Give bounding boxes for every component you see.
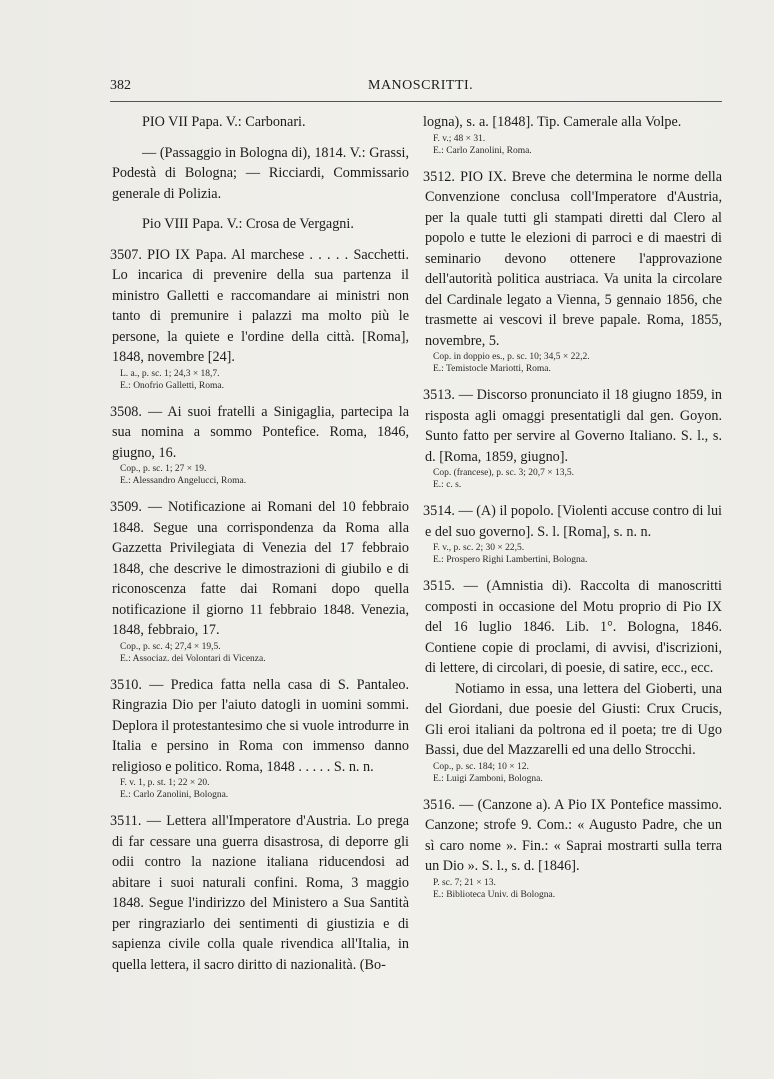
entry-note: F. v.; 48 × 31. [433,133,486,144]
entry-note: F. v., p. sc. 2; 30 × 22,5. [433,543,525,553]
entry-text: 3508. — Ai suoi fratelli a Sinigaglia, partecipa la sua nomina a sommo Pontefice. Roma, 1846, giugno, 16. [110,403,409,461]
entry-3508 [112,402,409,488]
entry-3515 [425,576,722,785]
entry-note: E.: Temistocle Mariotti, Roma. [433,364,551,374]
entry-3512 [425,167,722,376]
entry-3507 [112,245,409,392]
entry-3513 [425,385,722,491]
entry-passaggio: — (Passaggio in Bologna di), 1814. V.: Grassi, Podestà di Bologna; — Ricciardi, Commissario generale di Polizia. [112,144,409,202]
entry-note: E.: Prospero Righi Lambertini, Bologna. [433,555,588,565]
entry-text: 3507. PIO IX Papa. Al marchese . . . . . Sacchetti. Lo incarica di prevenire della sua partenza il ministro Galletti e raccomandare ai ministri non tanto di premunire i palazzi ma molto più le persone, la quiete e l'ordine della città. [Roma], 1848, novembre [24]. [110,246,409,365]
entry-note: E.: Carlo Zanolini, Bologna. [120,790,229,800]
page-number: 382 [110,78,131,93]
entry-text: 3516. — (Canzone a). A Pio IX Pontefice massimo. Canzone; strofe 9. Com.: « Augusto Padre, che un sì caro nome ». Fin.: « Saprai mostrarti sulla terra un Dio ». S. l., s. d. [1846]. [423,796,722,874]
entry-pio-vii: PIO VII Papa. V.: Carbonari. [142,114,306,130]
entry-text: logna), s. a. [1848]. Tip. Camerale alla Volpe. [423,114,682,130]
entry-pio-viii: Pio VIII Papa. V.: Crosa de Vergagni. [142,216,354,232]
right-column [425,112,722,911]
entry-text-continued: Notiamo in essa, una lettera del Gioberti, una del Giordani, due poesie del Giusti: Crux Crucis, Gli eroi italiani da poltrona ed il poeta; tre di Ugo Bassi, due del Mazzarelli ed una dello Strocchi. [425,680,722,758]
entry-note: E.: Carlo Zanolini, Roma. [433,145,532,156]
entry-note: Cop., p. sc. 184; 10 × 12. [433,761,529,772]
entry-text: 3509. — Notificazione ai Romani del 10 febbraio 1848. Segue una corrispondenza da Roma alla Gazzetta Privilegiata di Venezia del 17 febbraio 1848, che descrive le dimostrazioni di giubilo e di riconoscenza fatte dai Romani dopo quella notificazione il giorno 11 febbraio 1848. Venezia, 1848, febbraio, 17. [110,499,409,638]
entry-3511 [112,811,409,975]
entry-note: E.: Luigi Zamboni, Bologna. [433,773,543,784]
entry-note: E.: Biblioteca Univ. di Bologna. [433,889,556,900]
entry-text: 3510. — Predica fatta nella casa di S. Pantaleo. Ringrazia Dio per l'aiuto datogli in uomini sommi. Deplora il protestantesimo che si vuole introdurre in Italia e persino in Roma con immenso danno religioso e politico. Roma, 1848 . . . . . S. n. n. [110,676,409,775]
entry-note: Cop., p. sc. 4; 27,4 × 19,5. [120,641,221,652]
entry-3510 [112,675,409,802]
entry-note: Cop., p. sc. 1; 27 × 19. [120,464,207,474]
entry-note: E.: Alessandro Angelucci, Roma. [120,476,247,486]
running-head: MANOSCRITTI. [368,78,474,93]
entry-text: 3512. PIO IX. Breve che determina le norme della Convenzione conclusa coll'Imperatore d'Austria, per la quale tutti gli stampati diretti dal Clero al popolo e tutte le elezioni di parroci e di maestri di seminario devono ottenere l'approvazione dell'autorità politica austriaca. Va unita la circolare del Cardinale legato a Vienna, 5 gennaio 1856, che trasmette ai vescovi il breve papale. Roma, 1855, novembre, 5. [423,168,722,349]
entry-3516 [425,795,722,901]
entry-note: L. a., p. sc. 1; 24,3 × 18,7. [120,368,220,379]
entry-note: E.: c. s. [433,480,462,490]
entry-3514 [425,501,722,566]
entry-note: E.: Onofrio Galletti, Roma. [120,380,224,391]
entry-text: 3514. — (A) il popolo. [Violenti accuse contro di lui e del suo governo]. S. l. [Roma], s. n. n. [423,503,722,540]
entry-note: F. v. 1, p. st. 1; 22 × 20. [120,778,210,788]
entry-note: Cop. (francese), p. sc. 3; 20,7 × 13,5. [433,468,574,478]
entry-text: 3511. — Lettera all'Imperatore d'Austria. Lo prega di far cessare una guerra disastrosa, di deporre gli odii contro la nazione italiana riducendosi ad abitare i suoi naturali confini. Roma, 3 maggio 1848. Segue l'indirizzo del Ministero a Sua Santità per ringraziarlo dei sentimenti di giustizia e di sapienza civile colla quale rivendica all'Italia, in quella lettera, il sacro diritto di nazionalità. (Bo- [110,813,409,973]
page-header [110,78,722,100]
header-rule [110,101,722,102]
entry-3509 [112,497,409,665]
left-column [112,112,409,985]
entry-note: P. sc. 7; 21 × 13. [433,877,496,888]
entry-text: 3513. — Discorso pronunciato il 18 giugno 1859, in risposta agli omaggi presentatigli dal gen. Goyon. Sunto fatto per servire al Governo Italiano. S. l., s. d. [Roma, 1859, giugno]. [423,387,722,465]
entry-note: E.: Associaz. dei Volontari di Vicenza. [120,653,266,664]
entry-3511-continued [425,112,722,157]
entry-note: Cop. in doppio es., p. sc. 10; 34,5 × 22,2. [433,352,590,362]
entry-text: 3515. — (Amnistia di). Raccolta di manoscritti composti in occasione del Motu proprio di Pio IX del 16 luglio 1846. Lib. 1°. Bologna, 1846. Contiene copie di proclami, di avvisi, d'iscrizioni, di lettere, di circolari, di poesie, di satire, ecc., ecc. [423,578,722,676]
